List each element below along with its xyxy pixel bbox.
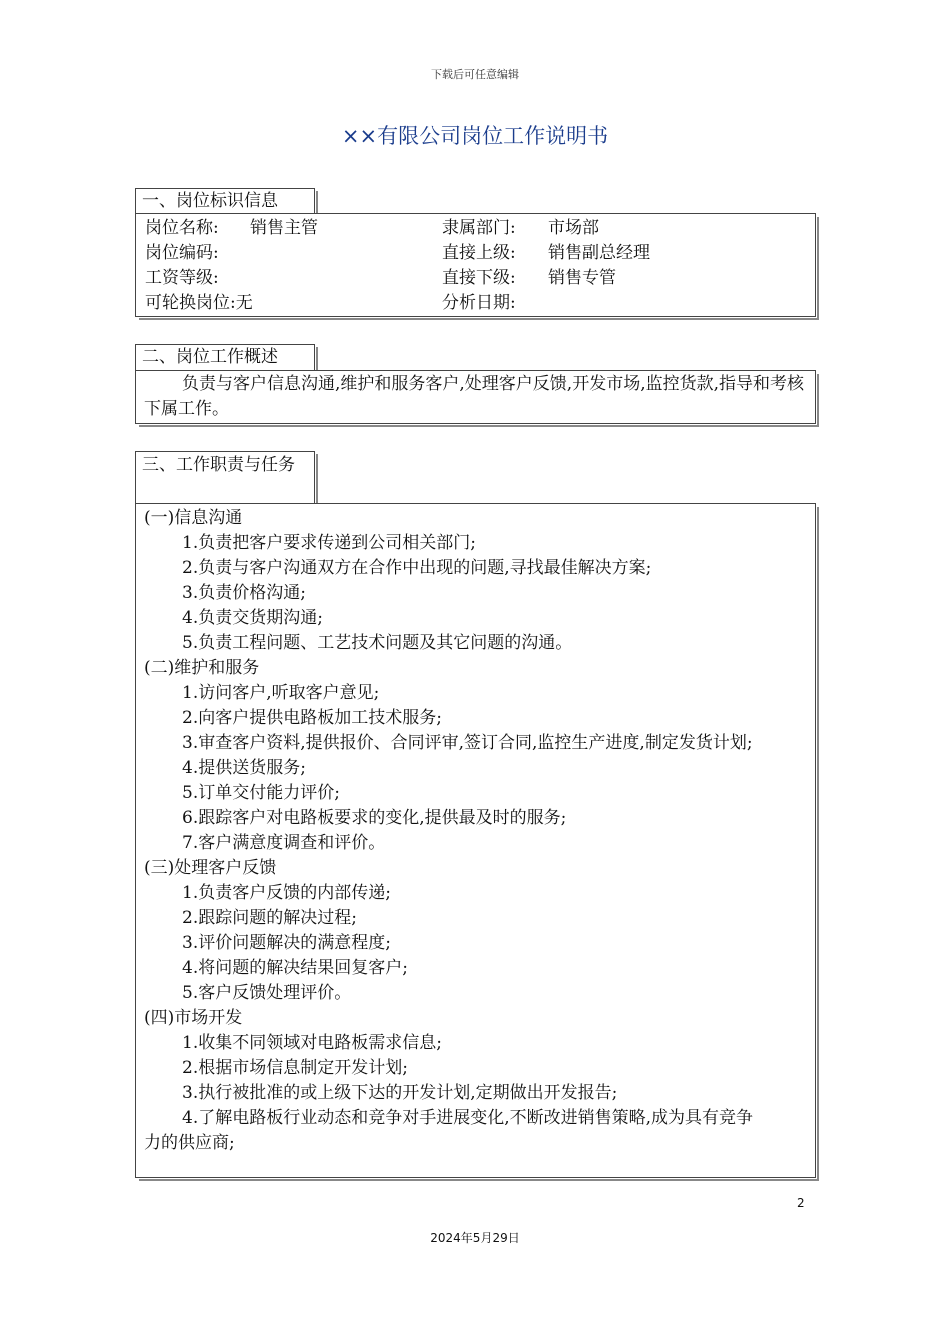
duty-item: 5.客户反馈处理评价。 (182, 983, 352, 1003)
field-label: 直接上级: (442, 243, 516, 263)
duty-item: 4.负责交货期沟通; (182, 608, 323, 628)
duty-item: 3.执行被批准的或上级下达的开发计划,定期做出开发报告; (182, 1083, 618, 1103)
section2-box (135, 370, 816, 424)
field-label: 岗位编码: (145, 243, 219, 263)
duty-item: 3.评价问题解决的满意程度; (182, 933, 391, 953)
section1-box (135, 213, 816, 317)
field-label: 分析日期: (442, 293, 516, 313)
duty-item: 5.订单交付能力评价; (182, 783, 340, 803)
duty-item: 4.了解电路板行业动态和竞争对手进展变化,不断改进销售策略,成为具有竞争力的供应商; (144, 1108, 754, 1153)
duty-item: 2.向客户提供电路板加工技术服务; (182, 708, 442, 728)
duty-item: 1.负责把客户要求传递到公司相关部门; (182, 533, 476, 553)
document-title: ××有限公司岗位工作说明书 (341, 124, 609, 148)
field-value: 市场部 (548, 218, 599, 238)
duty-category: (二)维护和服务 (144, 658, 260, 678)
duty-item: 1.收集不同领域对电路板需求信息; (182, 1033, 442, 1053)
field-value: 销售专管 (548, 268, 616, 288)
field-label: 可轮换岗位:无 (145, 293, 253, 313)
section3-box (135, 503, 816, 1178)
field-value: 销售主管 (250, 218, 318, 238)
header-note: 下载后可任意编辑 (431, 68, 519, 81)
section1-heading: 一、岗位标识信息 (135, 188, 315, 213)
duty-item: 1.访问客户,听取客户意见; (182, 683, 380, 703)
section3-heading: 三、工作职责与任务 (135, 451, 315, 503)
duty-item: 2.负责与客户沟通双方在合作中出现的问题,寻找最佳解决方案; (182, 558, 652, 578)
section2-heading: 二、岗位工作概述 (135, 344, 315, 370)
duty-item: 1.负责客户反馈的内部传递; (182, 883, 391, 903)
duty-category: (四)市场开发 (144, 1008, 243, 1028)
duty-item: 2.根据市场信息制定开发计划; (182, 1058, 408, 1078)
duties-list (136, 506, 815, 1156)
field-label: 岗位名称: (145, 218, 219, 238)
info-row (136, 291, 815, 316)
duty-item: 4.将问题的解决结果回复客户; (182, 958, 408, 978)
field-label: 隶属部门: (442, 218, 516, 238)
overview-text: 负责与客户信息沟通,维护和服务客户,处理客户反馈,开发市场,监控货款,指导和考核下属工作。 (144, 374, 805, 419)
duty-item: 4.提供送货服务; (182, 758, 306, 778)
field-label: 直接下级: (442, 268, 516, 288)
duty-category: (一)信息沟通 (144, 508, 243, 528)
duty-category: (三)处理客户反馈 (144, 858, 277, 878)
info-row (136, 216, 815, 241)
field-value: 销售副总经理 (548, 243, 650, 263)
duty-item: 2.跟踪问题的解决过程; (182, 908, 357, 928)
footer-date: 2024年5月29日 (430, 1231, 520, 1245)
duty-item: 3.审查客户资料,提供报价、合同评审,签订合同,监控生产进度,制定发货计划; (182, 733, 753, 753)
duty-item: 7.客户满意度调查和评价。 (182, 833, 386, 853)
duty-item: 6.跟踪客户对电路板要求的变化,提供最及时的服务; (182, 808, 567, 828)
duty-item: 5.负责工程问题、工艺技术问题及其它问题的沟通。 (182, 633, 573, 653)
info-row (136, 241, 815, 266)
field-label: 工资等级: (145, 268, 219, 288)
page-number: 2 (797, 1196, 805, 1210)
info-row (136, 266, 815, 291)
duty-item: 3.负责价格沟通; (182, 583, 306, 603)
